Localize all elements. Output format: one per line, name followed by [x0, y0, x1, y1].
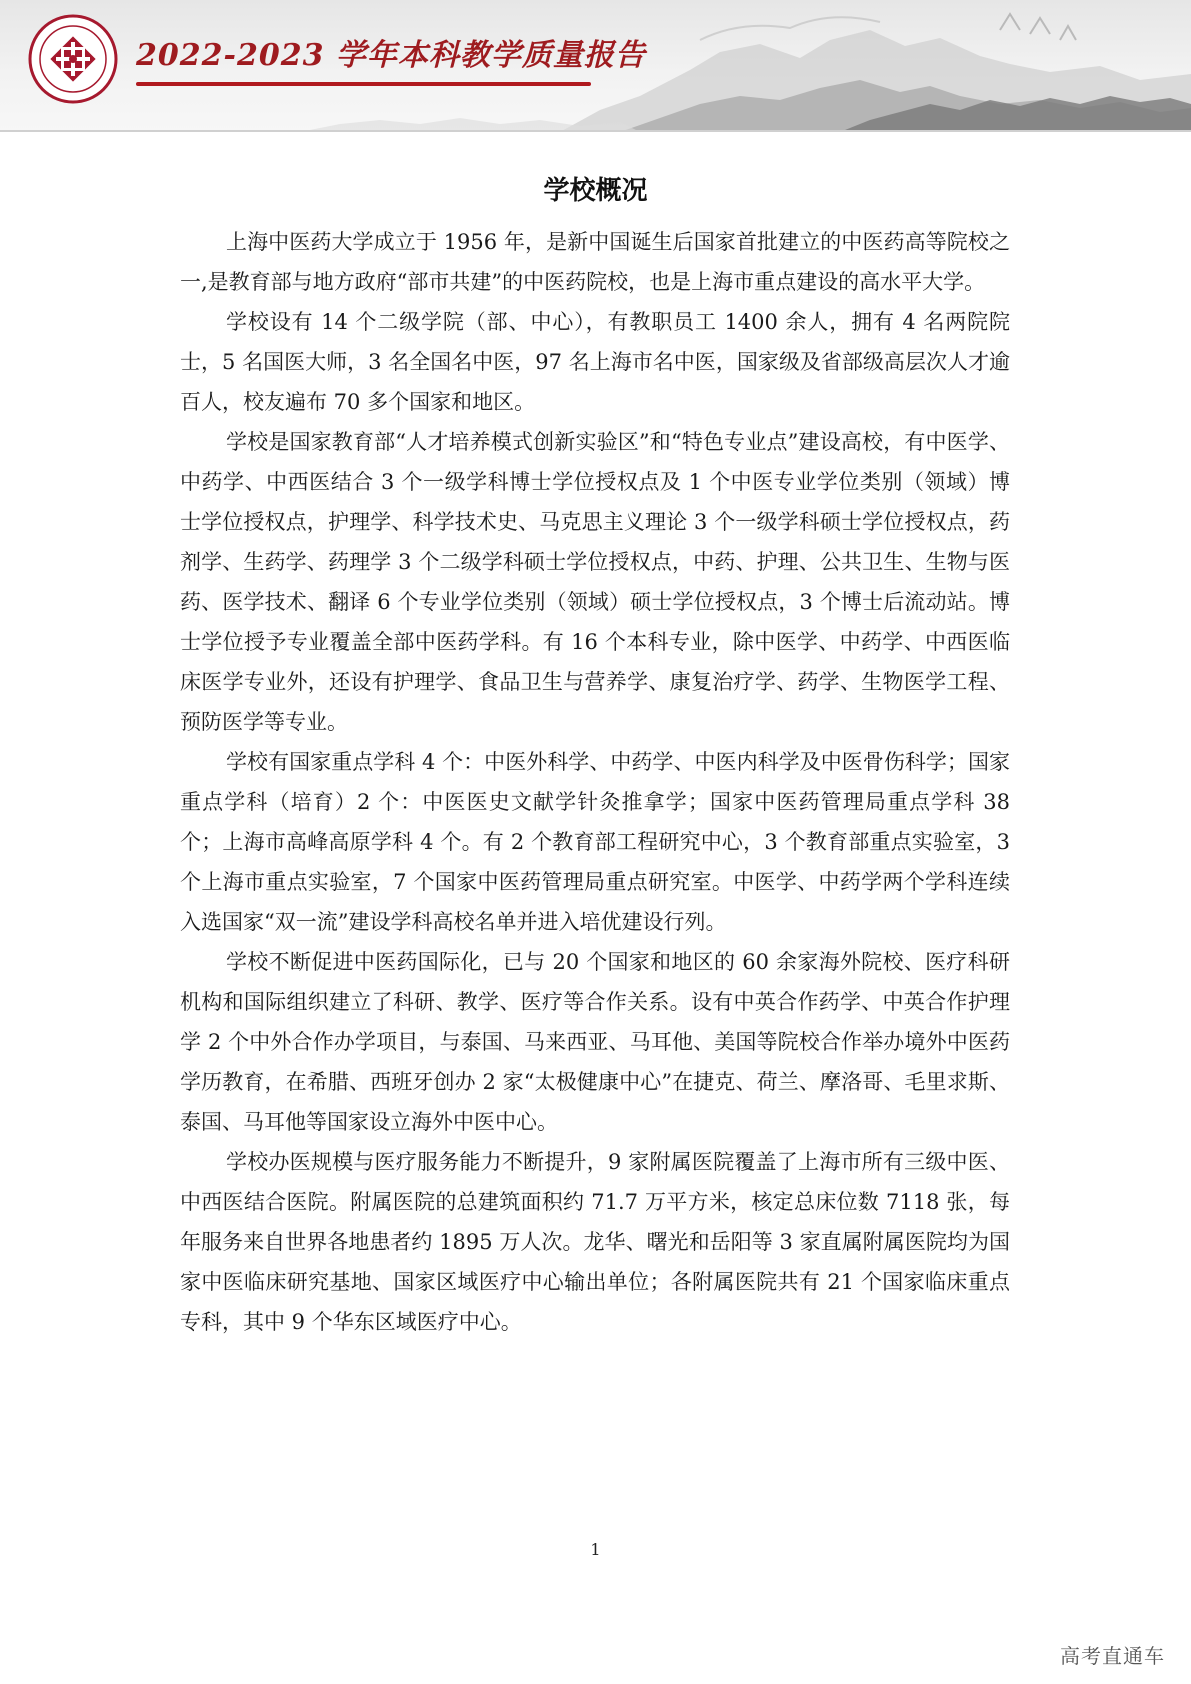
paragraph-disciplines: 学校有国家重点学科 4 个：中医外科学、中药学、中医内科学及中医骨伤科学；国家重点学科（培育）2 个：中医医史文献学针灸推拿学；国家中医药管理局重点学科 38 个；上海市高峰高原学科 4 个。有 2 个教育部工程研究中心，3 个教育部重点实验室，3 个上海市重点实验室，7 个国家中医药管理局重点研究室。中医学、中药学两个学科连续入选国家“双一流”建设学科高校名单并进入培优建设行列。	[180, 750, 1010, 934]
page-number: 1	[590, 1540, 601, 1559]
page-title: 学校概况	[543, 176, 648, 206]
document-body	[180, 222, 1010, 1342]
paragraph-hospitals: 学校办医规模与医疗服务能力不断提升，9 家附属医院覆盖了上海市所有三级中医、中西医结合医院。附属医院的总建筑面积约 71.7 万平方米，核定总床位数 7118 张，每年服务来自世界各地患者约 1895 万人次。龙华、曙光和岳阳等 3 家直属附属医院均为国家中医临床研究基地、国家区域医疗中心输出单位；各附属医院共有 21 个国家临床重点专科，其中 9 个华东区域医疗中心。	[180, 1150, 1010, 1334]
paragraph-intro: 上海中医药大学成立于 1956 年，是新中国诞生后国家首批建立的中医药高等院校之一,是教育部与地方政府“部市共建”的中医药院校，也是上海市重点建设的高水平大学。	[180, 230, 1010, 294]
paragraph-faculty: 学校设有 14 个二级学院（部、中心），有教职员工 1400 余人，拥有 4 名两院院士，5 名国医大师，3 名全国名中医，97 名上海市名中医，国家级及省部级高层次人才逾百人，校友遍布 70 多个国家和地区。	[180, 310, 1010, 414]
university-seal-icon	[28, 14, 118, 104]
paragraph-international: 学校不断促进中医药国际化，已与 20 个国家和地区的 60 余家海外院校、医疗科研机构和国际组织建立了科研、教学、医疗等合作关系。设有中英合作药学、中英合作护理学 2 个中外合作办学项目，与泰国、马来西亚、马耳他、美国等院校合作举办境外中医药学历教育，在希腊、西班牙创办 2 家“太极健康中心”在捷克、荷兰、摩洛哥、毛里求斯、泰国、马耳他等国家设立海外中医中心。	[180, 950, 1010, 1134]
title-underline	[136, 82, 591, 86]
report-title: 2022-2023 学年本科教学质量报告	[136, 38, 646, 73]
header-divider	[0, 130, 1191, 132]
paragraph-degrees: 学校是国家教育部“人才培养模式创新实验区”和“特色专业点”建设高校，有中医学、中药学、中西医结合 3 个一级学科博士学位授权点及 1 个中医专业学位类别（领域）博士学位授权点，护理学、科学技术史、马克思主义理论 3 个一级学科硕士学位授权点，药剂学、生药学、药理学 3 个二级学科硕士学位授权点，中药、护理、公共卫生、生物与医药、医学技术、翻译 6 个专业学位类别（领域）硕士学位授权点，3 个博士后流动站。博士学位授予专业覆盖全部中医药学科。有 16 个本科专业，除中医学、中药学、中西医临床医学专业外，还设有护理学、食品卫生与营养学、康复治疗学、药学、生物医学工程、预防医学等专业。	[180, 430, 1010, 734]
report-header	[0, 0, 1191, 132]
watermark: 高考直通车	[1060, 1644, 1165, 1668]
